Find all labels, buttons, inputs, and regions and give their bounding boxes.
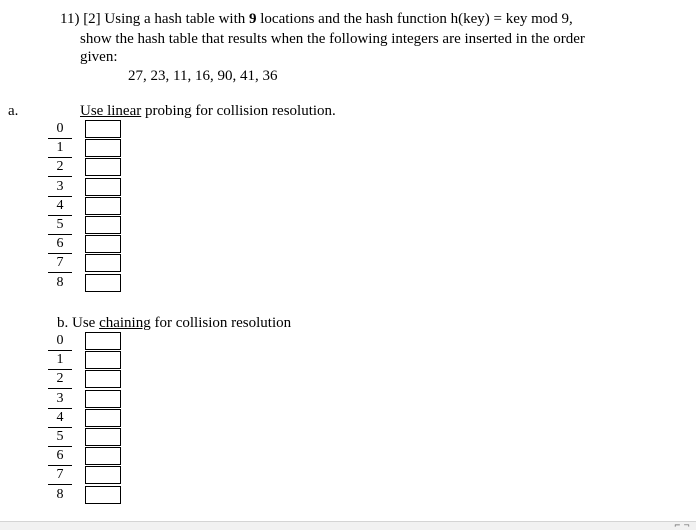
linear-probing-slot-8[interactable] [85, 274, 121, 292]
chaining-index-4: 4 [48, 409, 72, 428]
linear-probing-slot-4[interactable] [85, 197, 121, 215]
part-a-rest-text: probing for collision resolution. [141, 103, 336, 119]
linear-probing-slot-6[interactable] [85, 235, 121, 253]
linear-probing-index-3: 3 [48, 178, 72, 197]
chaining-index-0: 0 [48, 332, 72, 351]
question-suffix: locations and the hash function h(key) = key mod 9, [256, 11, 573, 27]
linear-probing-slot-5[interactable] [85, 216, 121, 234]
part-b-instruction [57, 313, 291, 333]
chaining-index-5: 5 [48, 428, 72, 447]
question-bold-count: 9 [249, 11, 257, 27]
chaining-slot-5[interactable] [85, 428, 121, 446]
chaining-slot-3[interactable] [85, 390, 121, 408]
integer-list: 27, 23, 11, 16, 90, 41, 36 [128, 68, 278, 84]
chaining-index-6: 6 [48, 447, 72, 466]
linear-probing-slot-2[interactable] [85, 158, 121, 176]
linear-probing-index-4: 4 [48, 197, 72, 216]
chaining-slot-4[interactable] [85, 409, 121, 427]
linear-probing-index-8: 8 [56, 274, 64, 290]
part-a-instruction [80, 101, 336, 121]
part-b-chaining-word: chaining [99, 315, 151, 331]
chaining-index-3: 3 [48, 390, 72, 409]
chaining-index-2: 2 [48, 370, 72, 389]
chaining-slot-6[interactable] [85, 447, 121, 465]
linear-probing-slot-1[interactable] [85, 139, 121, 157]
linear-probing-index-2: 2 [48, 158, 72, 177]
chaining-index-7: 7 [48, 466, 72, 485]
part-a-underlined-words: Use linear [80, 103, 142, 119]
linear-probing-slot-7[interactable] [85, 254, 121, 272]
question-line-2: show the hash table that results when the following integers are inserted in the order [80, 31, 585, 47]
chaining-slot-1[interactable] [85, 351, 121, 369]
chaining-slot-2[interactable] [85, 370, 121, 388]
chaining-slot-7[interactable] [85, 466, 121, 484]
linear-probing-index-5: 5 [48, 216, 72, 235]
chaining-slot-8[interactable] [85, 486, 121, 504]
linear-probing-index-7: 7 [48, 254, 72, 273]
linear-probing-index-6: 6 [48, 235, 72, 254]
question-line-1 [60, 9, 573, 29]
question-prefix: 11) [2] Using a hash table with [60, 11, 249, 27]
linear-probing-index-0: 0 [48, 120, 72, 139]
resize-handle-icon: ⌐ ¬ [674, 521, 690, 530]
linear-probing-slot-3[interactable] [85, 178, 121, 196]
question-line-3: given: [80, 49, 118, 65]
chaining-slot-0[interactable] [85, 332, 121, 350]
chaining-index-8: 8 [56, 486, 64, 502]
part-b-prefix: b. Use [57, 315, 100, 331]
chaining-index-1: 1 [48, 351, 72, 370]
linear-probing-index-1: 1 [48, 139, 72, 158]
part-b-suffix: for collision resolution [150, 315, 292, 331]
part-a-label: a. [8, 103, 19, 119]
linear-probing-slot-0[interactable] [85, 120, 121, 138]
